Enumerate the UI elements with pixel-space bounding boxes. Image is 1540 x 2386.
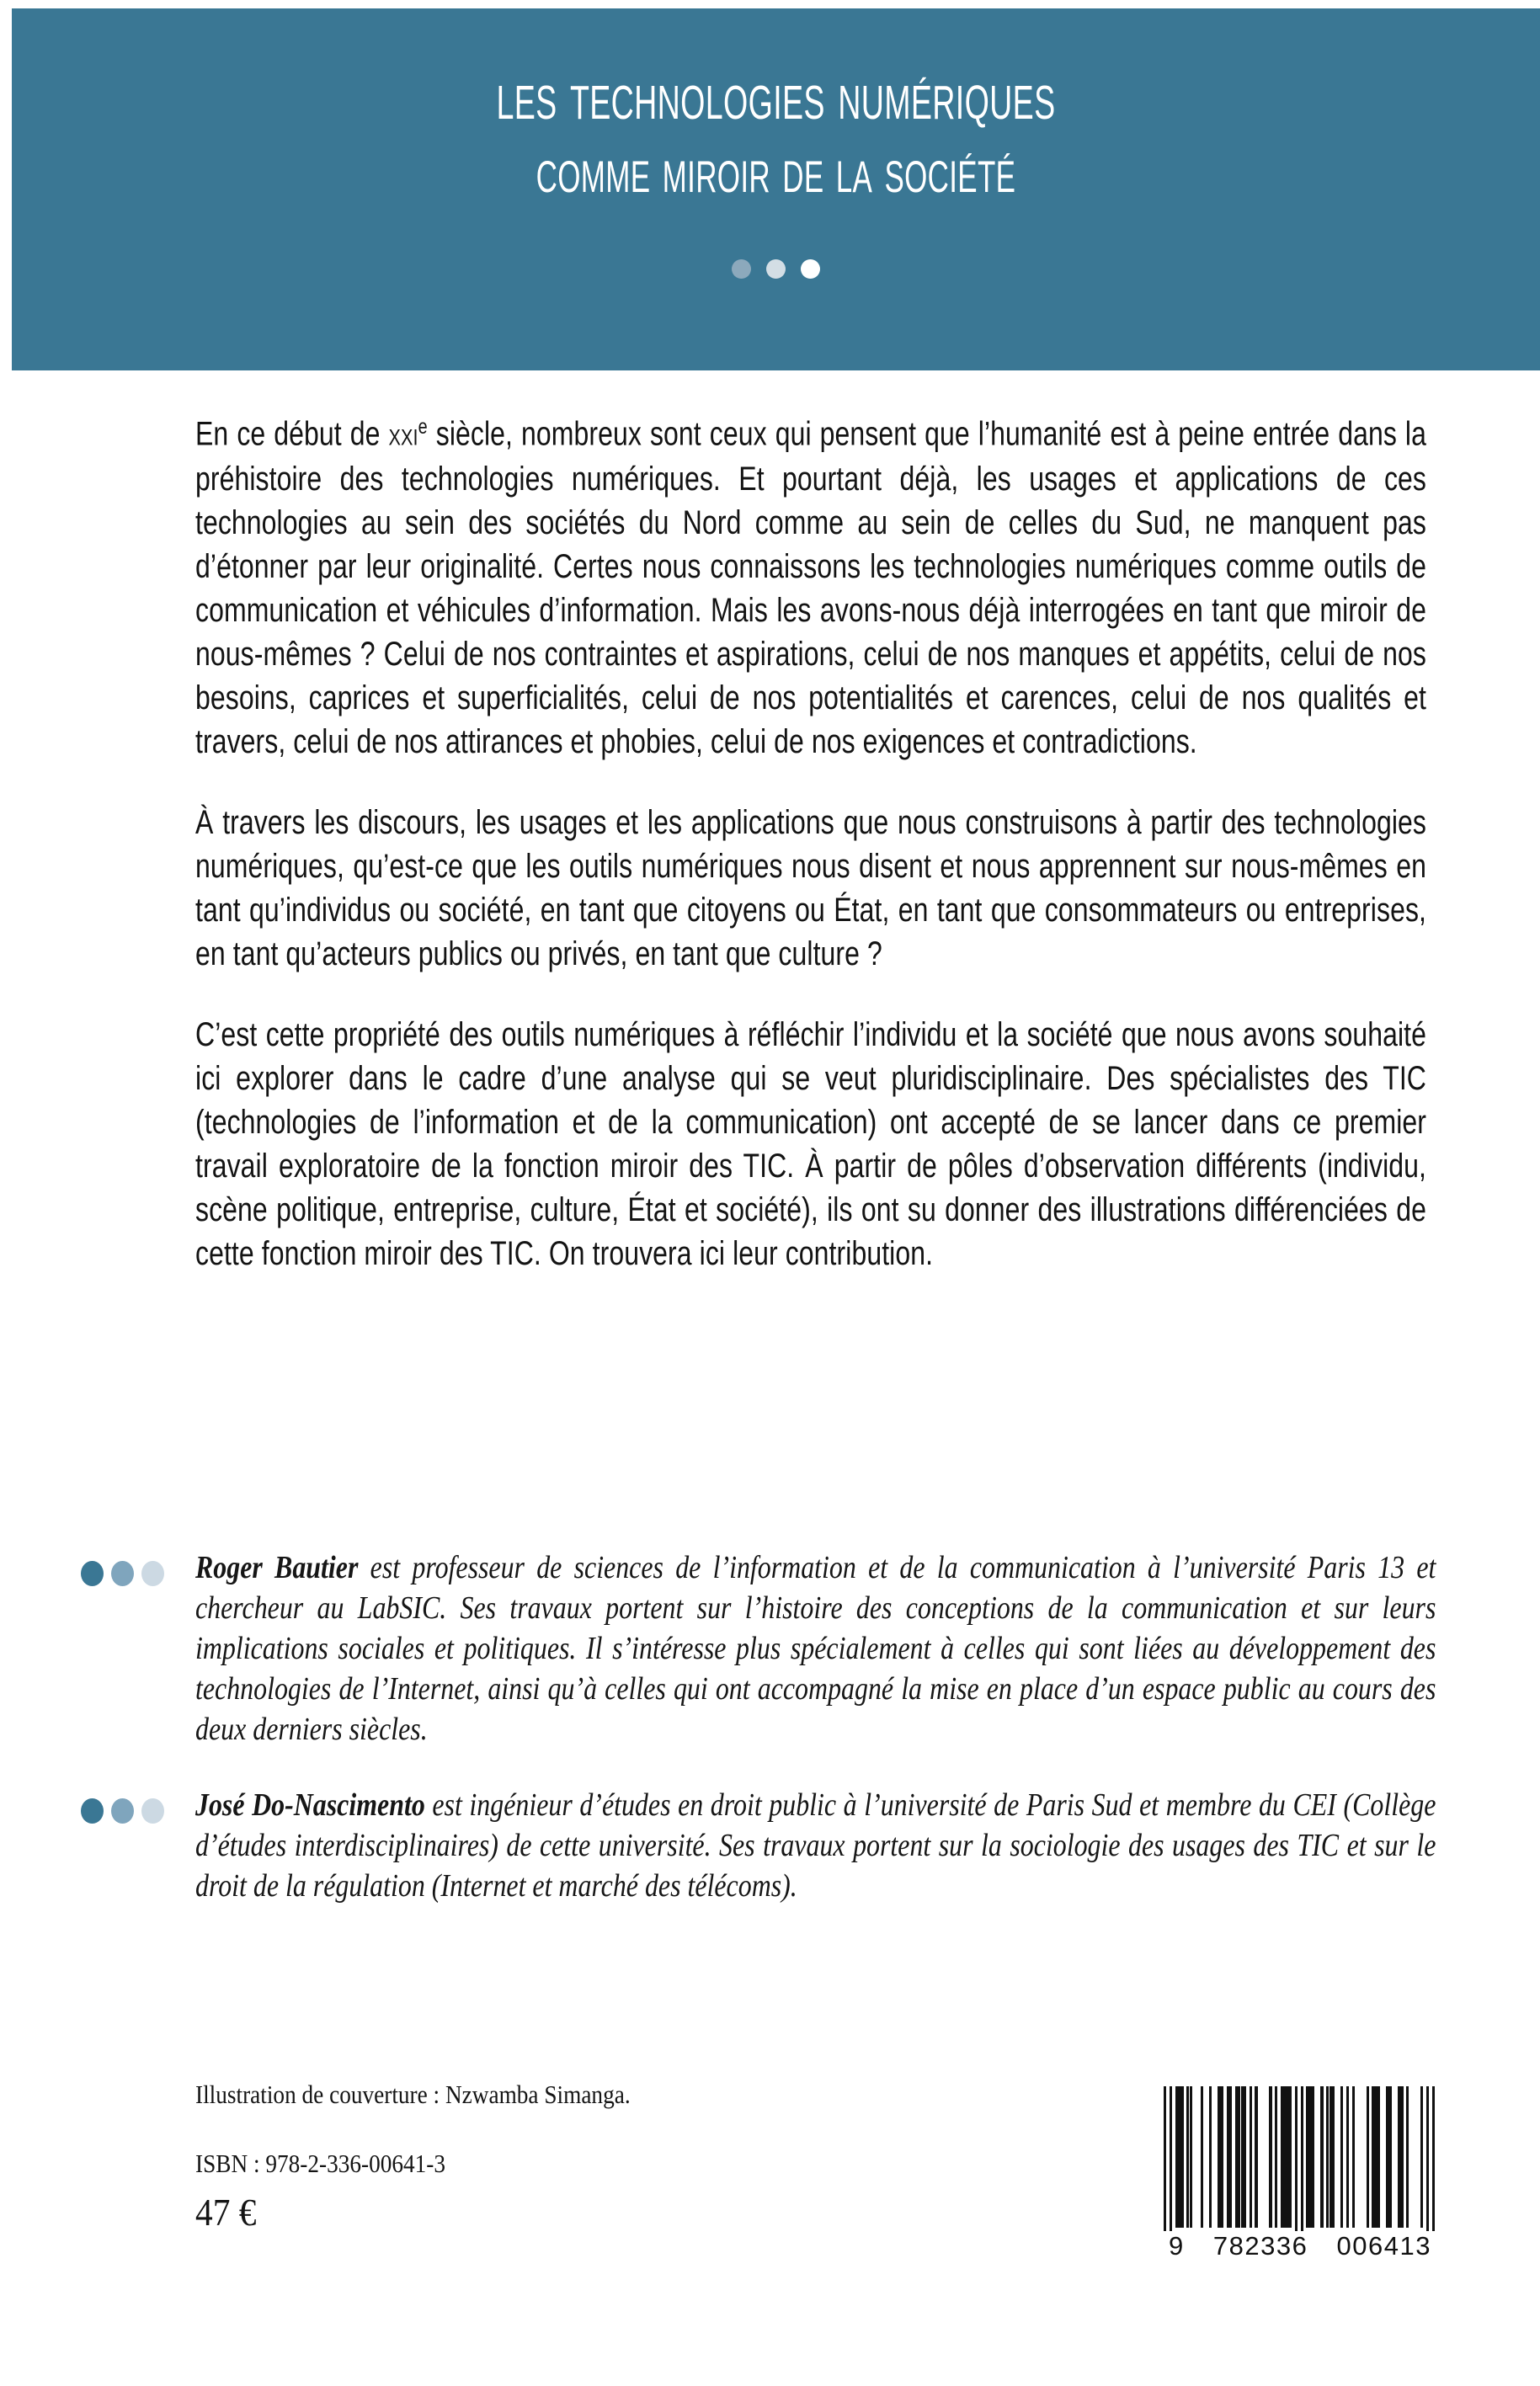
header-dot-1-icon	[732, 259, 751, 279]
author-name-1: Roger Bautier	[195, 1550, 359, 1585]
bio-dot-group-2	[81, 1798, 164, 1824]
century-smallcaps: xxi	[388, 417, 418, 453]
illustration-credit: Illustration de couverture : Nzwamba Simanga.	[195, 2080, 631, 2109]
bio-dot-mid-icon	[111, 1561, 134, 1586]
bio-text-2	[195, 1785, 1436, 1906]
bio-dot-dark-icon	[81, 1561, 104, 1586]
cover-footer	[195, 2080, 953, 2234]
author-description-1: est professeur de sciences de l’information et de la communication à l’université Paris 13 et chercheur au LabSIC. Ses travaux portent sur l’histoire des conceptions de la communication et sur leurs implications sociales et politiques. Il s’intéresse plus spécialement à celles qui sont liées au développement des technologies de l’Internet, ainsi qu’à celles qui ont accompagné la mise en place d’un espace public au cours des deux derniers siècles.	[195, 1550, 1436, 1747]
barcode-digit-group-3: 006413	[1336, 2231, 1431, 2261]
bio-dot-light-icon	[141, 1561, 164, 1586]
barcode-digit-group-1: 9	[1169, 2231, 1185, 2261]
bio-text-1	[195, 1547, 1436, 1750]
barcode-digit-group-2: 782336	[1212, 2231, 1308, 2261]
price-text: 47 €	[195, 2191, 257, 2234]
author-bio-jose-do-nascimento	[81, 1785, 1436, 1906]
author-name-2: José Do-Nascimento	[195, 1787, 425, 1823]
barcode-bars	[1164, 2086, 1435, 2246]
bio-dot-mid-icon	[111, 1798, 134, 1824]
isbn-text: ISBN : 978-2-336-00641-3	[195, 2149, 446, 2178]
back-cover-blurb	[195, 406, 1426, 1276]
author-bios	[81, 1547, 1436, 1906]
book-title-line-1: les technologies numériques	[496, 57, 1056, 134]
header-dot-3-icon	[801, 259, 820, 279]
blurb-paragraph-2: À travers les discours, les usages et les applications que nous construisons à partir des technologies numériques, qu’est-ce que les outils numériques nous disent et nous apprennent sur nous-mêmes en tant qu’individus ou société, en tant que citoyens ou État, en tant que consommateurs ou entreprises, en tant qu’acteurs publics ou privés, en tant que culture ?	[195, 803, 1426, 972]
blurb-p1-segment-2: siècle, nombreux sont ceux qui pensent que l’humanité est à peine entrée dans la préhistoire des technologies numériques. Et pourtant déjà, les usages et applications de ces technologies au sein des sociétés du Nord comme au sein de celles du Sud, ne manquent pas d’étonner par leur originalité. Certes nous connaissons les technologies numériques comme outils de communication et véhicules d’information. Mais les avons-nous déjà interrogées en tant que miroir de nous-mêmes ? Celui de nos contraintes et aspirations, celui de nos manques et appétits, celui de nos besoins, caprices et superficialités, celui de nos potentialités et carences, celui de nos qualités et travers, celui de nos attirances et phobies, celui de nos exigences et contradictions.	[195, 415, 1426, 760]
ean13-barcode	[1164, 2086, 1435, 2273]
bio-dot-dark-icon	[81, 1798, 104, 1824]
blurb-paragraph-3: C’est cette propriété des outils numériques à réfléchir l’individu et la société que nous avons souhaité ici explorer dans le cadre d’une analyse qui se veut pluridisciplinaire. Des spécialistes des TIC (technologies de l’information et de la communication) ont accepté de se lancer dans ce premier travail exploratoire de la fonction miroir des TIC. À partir de pôles d’observation différents (individu, scène politique, entreprise, culture, État et société), ils ont su donner des illustrations différenciées de cette fonction miroir des TIC. On trouvera ici leur contribution.	[195, 1015, 1426, 1272]
bio-dot-light-icon	[141, 1798, 164, 1824]
header-dot-2-icon	[766, 259, 786, 279]
book-title-line-2: comme miroir de la société	[536, 135, 1016, 206]
bio-dot-group-1	[81, 1561, 164, 1586]
blurb-p1-segment-1: En ce début de	[195, 415, 389, 453]
author-bio-roger-bautier	[81, 1547, 1436, 1750]
header-dot-group	[12, 259, 1540, 279]
barcode-digits	[1164, 2231, 1435, 2261]
century-ordinal-superscript: e	[418, 416, 428, 439]
author-description-2: est ingénieur d’études en droit public à l’université de Paris Sud et membre du CEI (Collège d’études interdisciplinaires) de cette université. Ses travaux portent sur la sociologie des usages des TIC et sur le droit de la régulation (Internet et marché des télécoms).	[195, 1787, 1436, 1904]
book-title	[12, 57, 1540, 207]
blurb-paragraph-1	[195, 406, 1426, 764]
cover-header-band	[12, 8, 1540, 370]
